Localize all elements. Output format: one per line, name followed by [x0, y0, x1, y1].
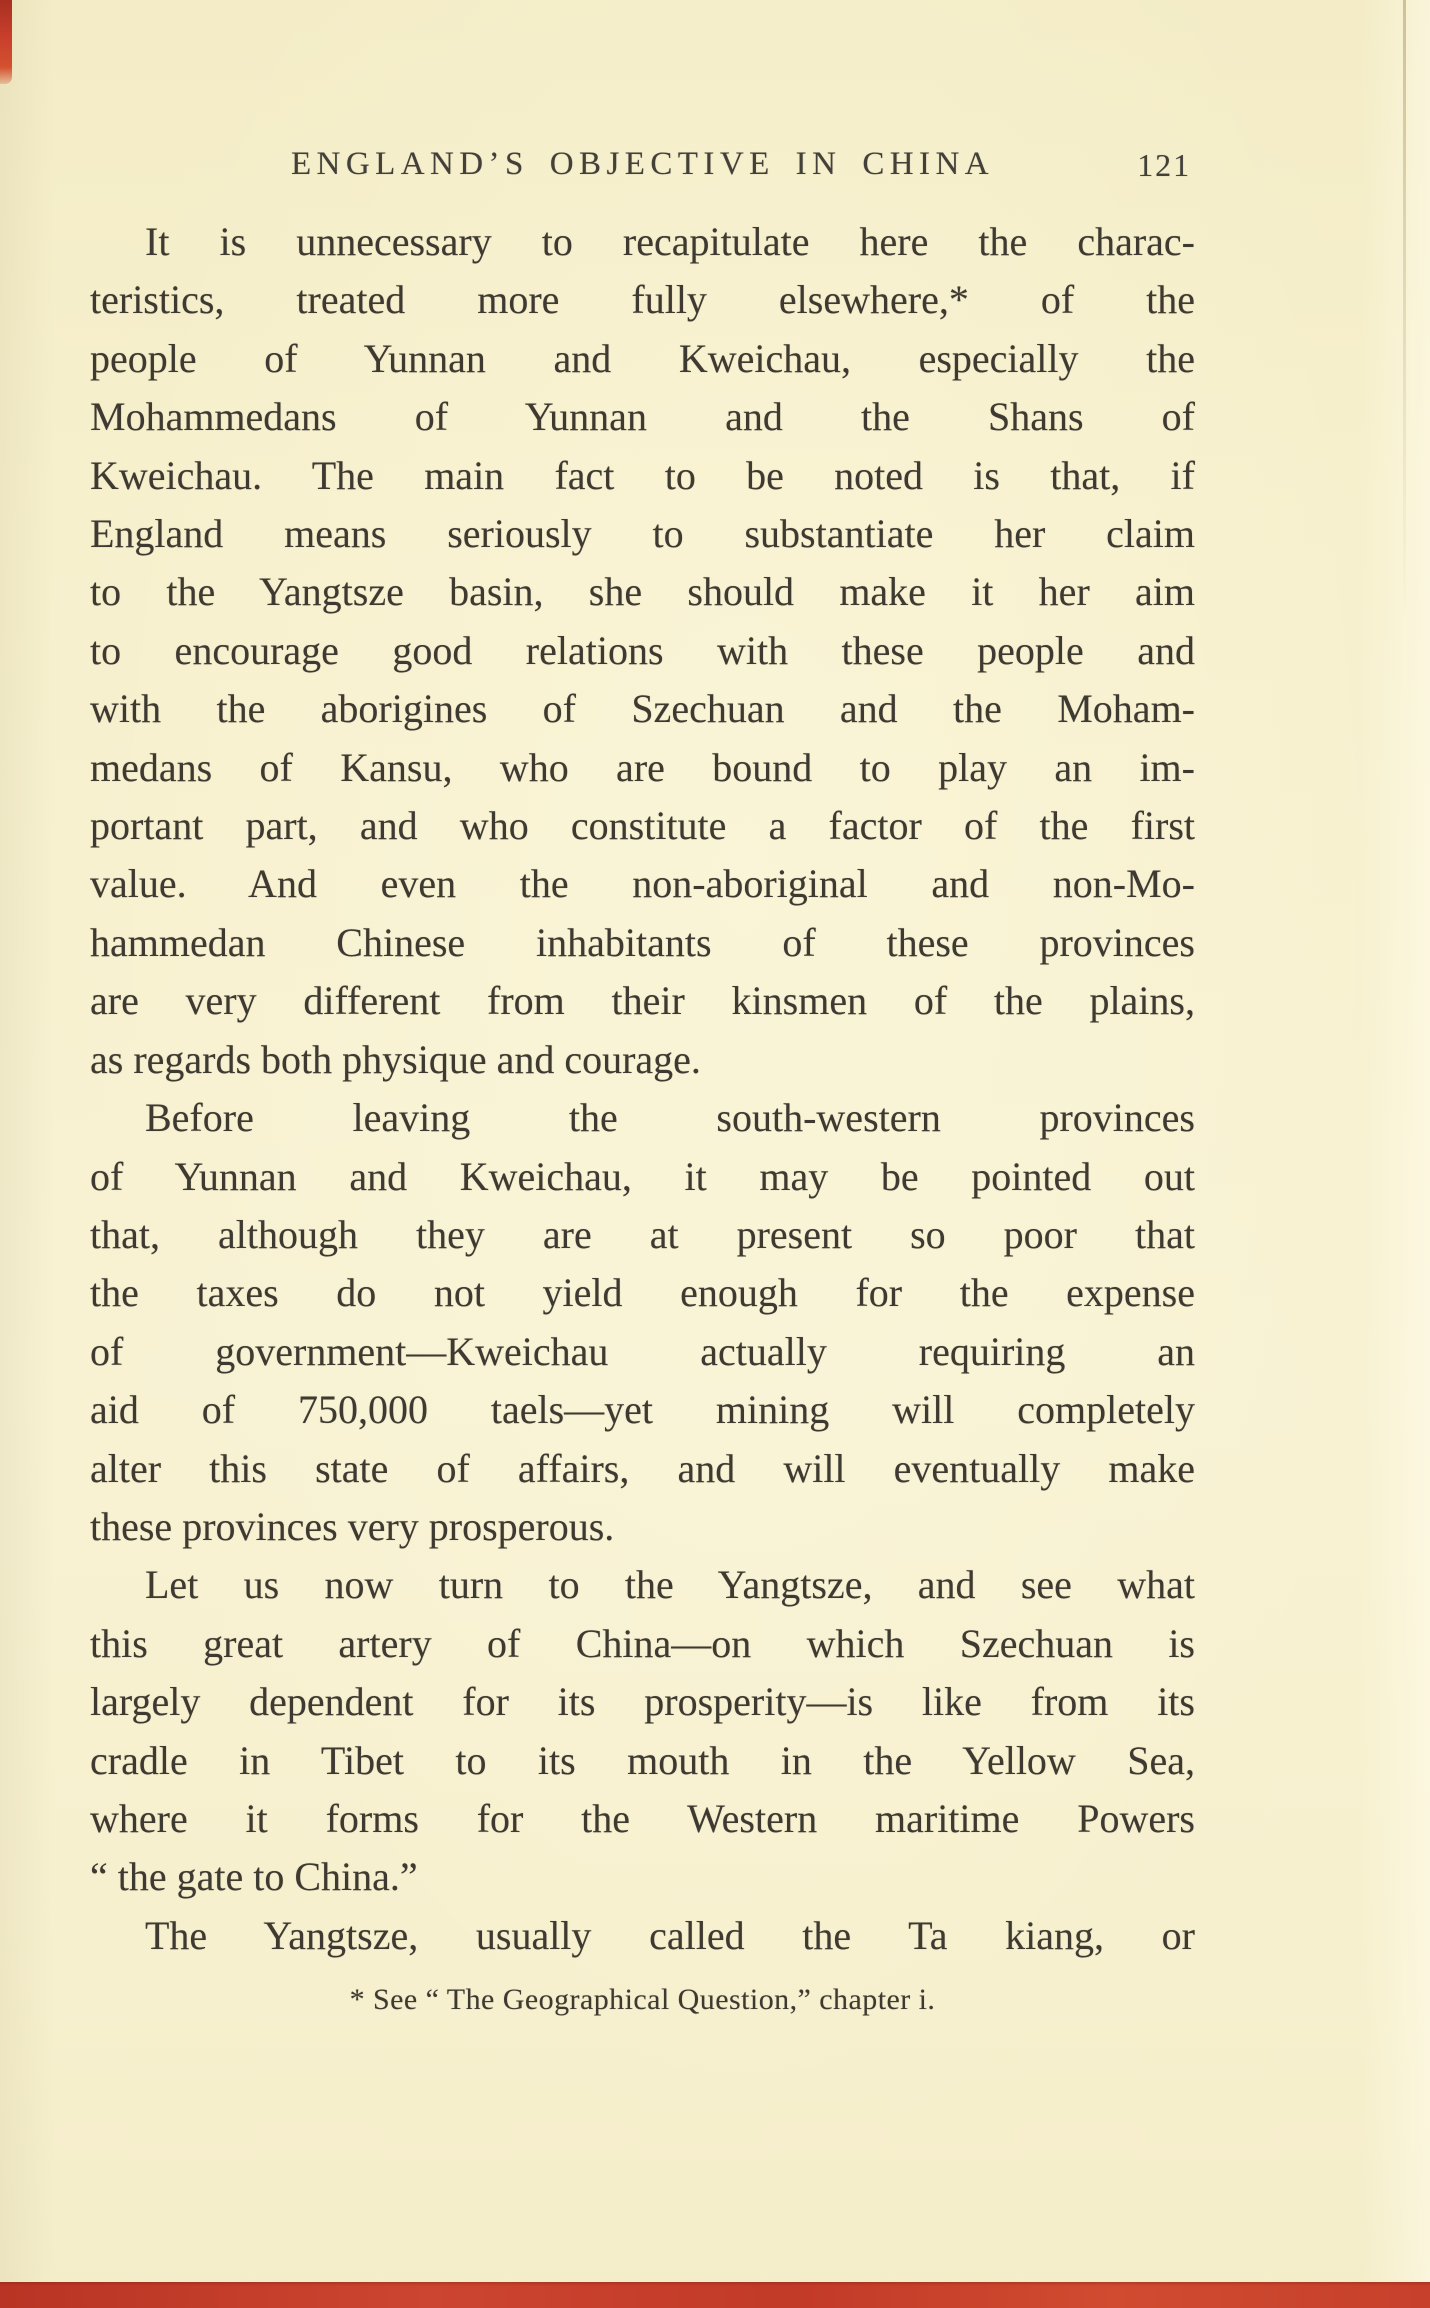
text-line: to encourage good relations with these people and — [90, 627, 1195, 673]
footnote: * See “ The Geographical Question,” chapter i. — [349, 1983, 936, 2016]
text-line: that, although they are at present so poor that — [90, 1211, 1195, 1257]
text-line: are very different from their kinsmen of the plains, — [90, 978, 1195, 1024]
red-edge-stain-top — [0, 0, 12, 84]
text-line: The Yangtsze, usually called the Ta kiang, or — [145, 1912, 1195, 1958]
text-line: the taxes do not yield enough for the expense — [90, 1270, 1195, 1316]
text-line: medans of Kansu, who are bound to play an im- — [90, 744, 1195, 790]
text-line: “ the gate to China.” — [90, 1854, 418, 1900]
body-text — [90, 213, 1195, 1965]
text-line: It is unnecessary to recapitulate here the charac- — [145, 219, 1195, 264]
header-title: ENGLAND’S OBJECTIVE IN CHINA — [290, 146, 995, 182]
text-line: England means seriously to substantiate her claim — [90, 511, 1195, 557]
text-line: to the Yangtsze basin, she should make it her aim — [90, 569, 1195, 615]
text-line: alter this state of affairs, and will eventually make — [90, 1445, 1195, 1491]
text-line: teristics, treated more fully elsewhere,* of the — [90, 277, 1195, 323]
text-line: hammedan Chinese inhabitants of these provinces — [90, 919, 1195, 965]
text-line: where it forms for the Western maritime Powers — [90, 1795, 1195, 1841]
text-line: Let us now turn to the Yangtsze, and see what — [145, 1562, 1195, 1608]
text-line: people of Yunnan and Kweichau, especially the — [90, 335, 1195, 381]
page-number: 121 — [1137, 147, 1191, 183]
text-line: Mohammedans of Yunnan and the Shans of — [90, 394, 1195, 440]
text-line: of Yunnan and Kweichau, it may be pointed out — [90, 1153, 1195, 1199]
text-line: aid of 750,000 taels—yet mining will completely — [90, 1387, 1195, 1433]
text-line: Before leaving the south-western provinces — [145, 1095, 1195, 1141]
text-line: value. And even the non-aboriginal and non-Mo- — [90, 861, 1195, 907]
text-line: largely dependent for its prosperity—is like from its — [90, 1679, 1195, 1725]
text-line: this great artery of China—on which Szechuan is — [90, 1620, 1195, 1666]
text-line: Kweichau. The main fact to be noted is that, if — [90, 452, 1195, 498]
text-line: as regards both physique and courage. — [90, 1036, 701, 1082]
text-line: cradle in Tibet to its mouth in the Yellow Sea, — [90, 1737, 1195, 1783]
text-line: of government—Kweichau actually requiring an — [90, 1328, 1195, 1374]
red-edge-stain-bottom — [0, 2282, 1430, 2308]
text-line: these provinces very prosperous. — [90, 1503, 615, 1549]
running-header — [90, 146, 1195, 192]
page-edge-shadow — [1403, 0, 1406, 620]
text-line: with the aborigines of Szechuan and the Moham- — [90, 686, 1195, 732]
text-line: portant part, and who constitute a factor of the first — [90, 803, 1195, 849]
